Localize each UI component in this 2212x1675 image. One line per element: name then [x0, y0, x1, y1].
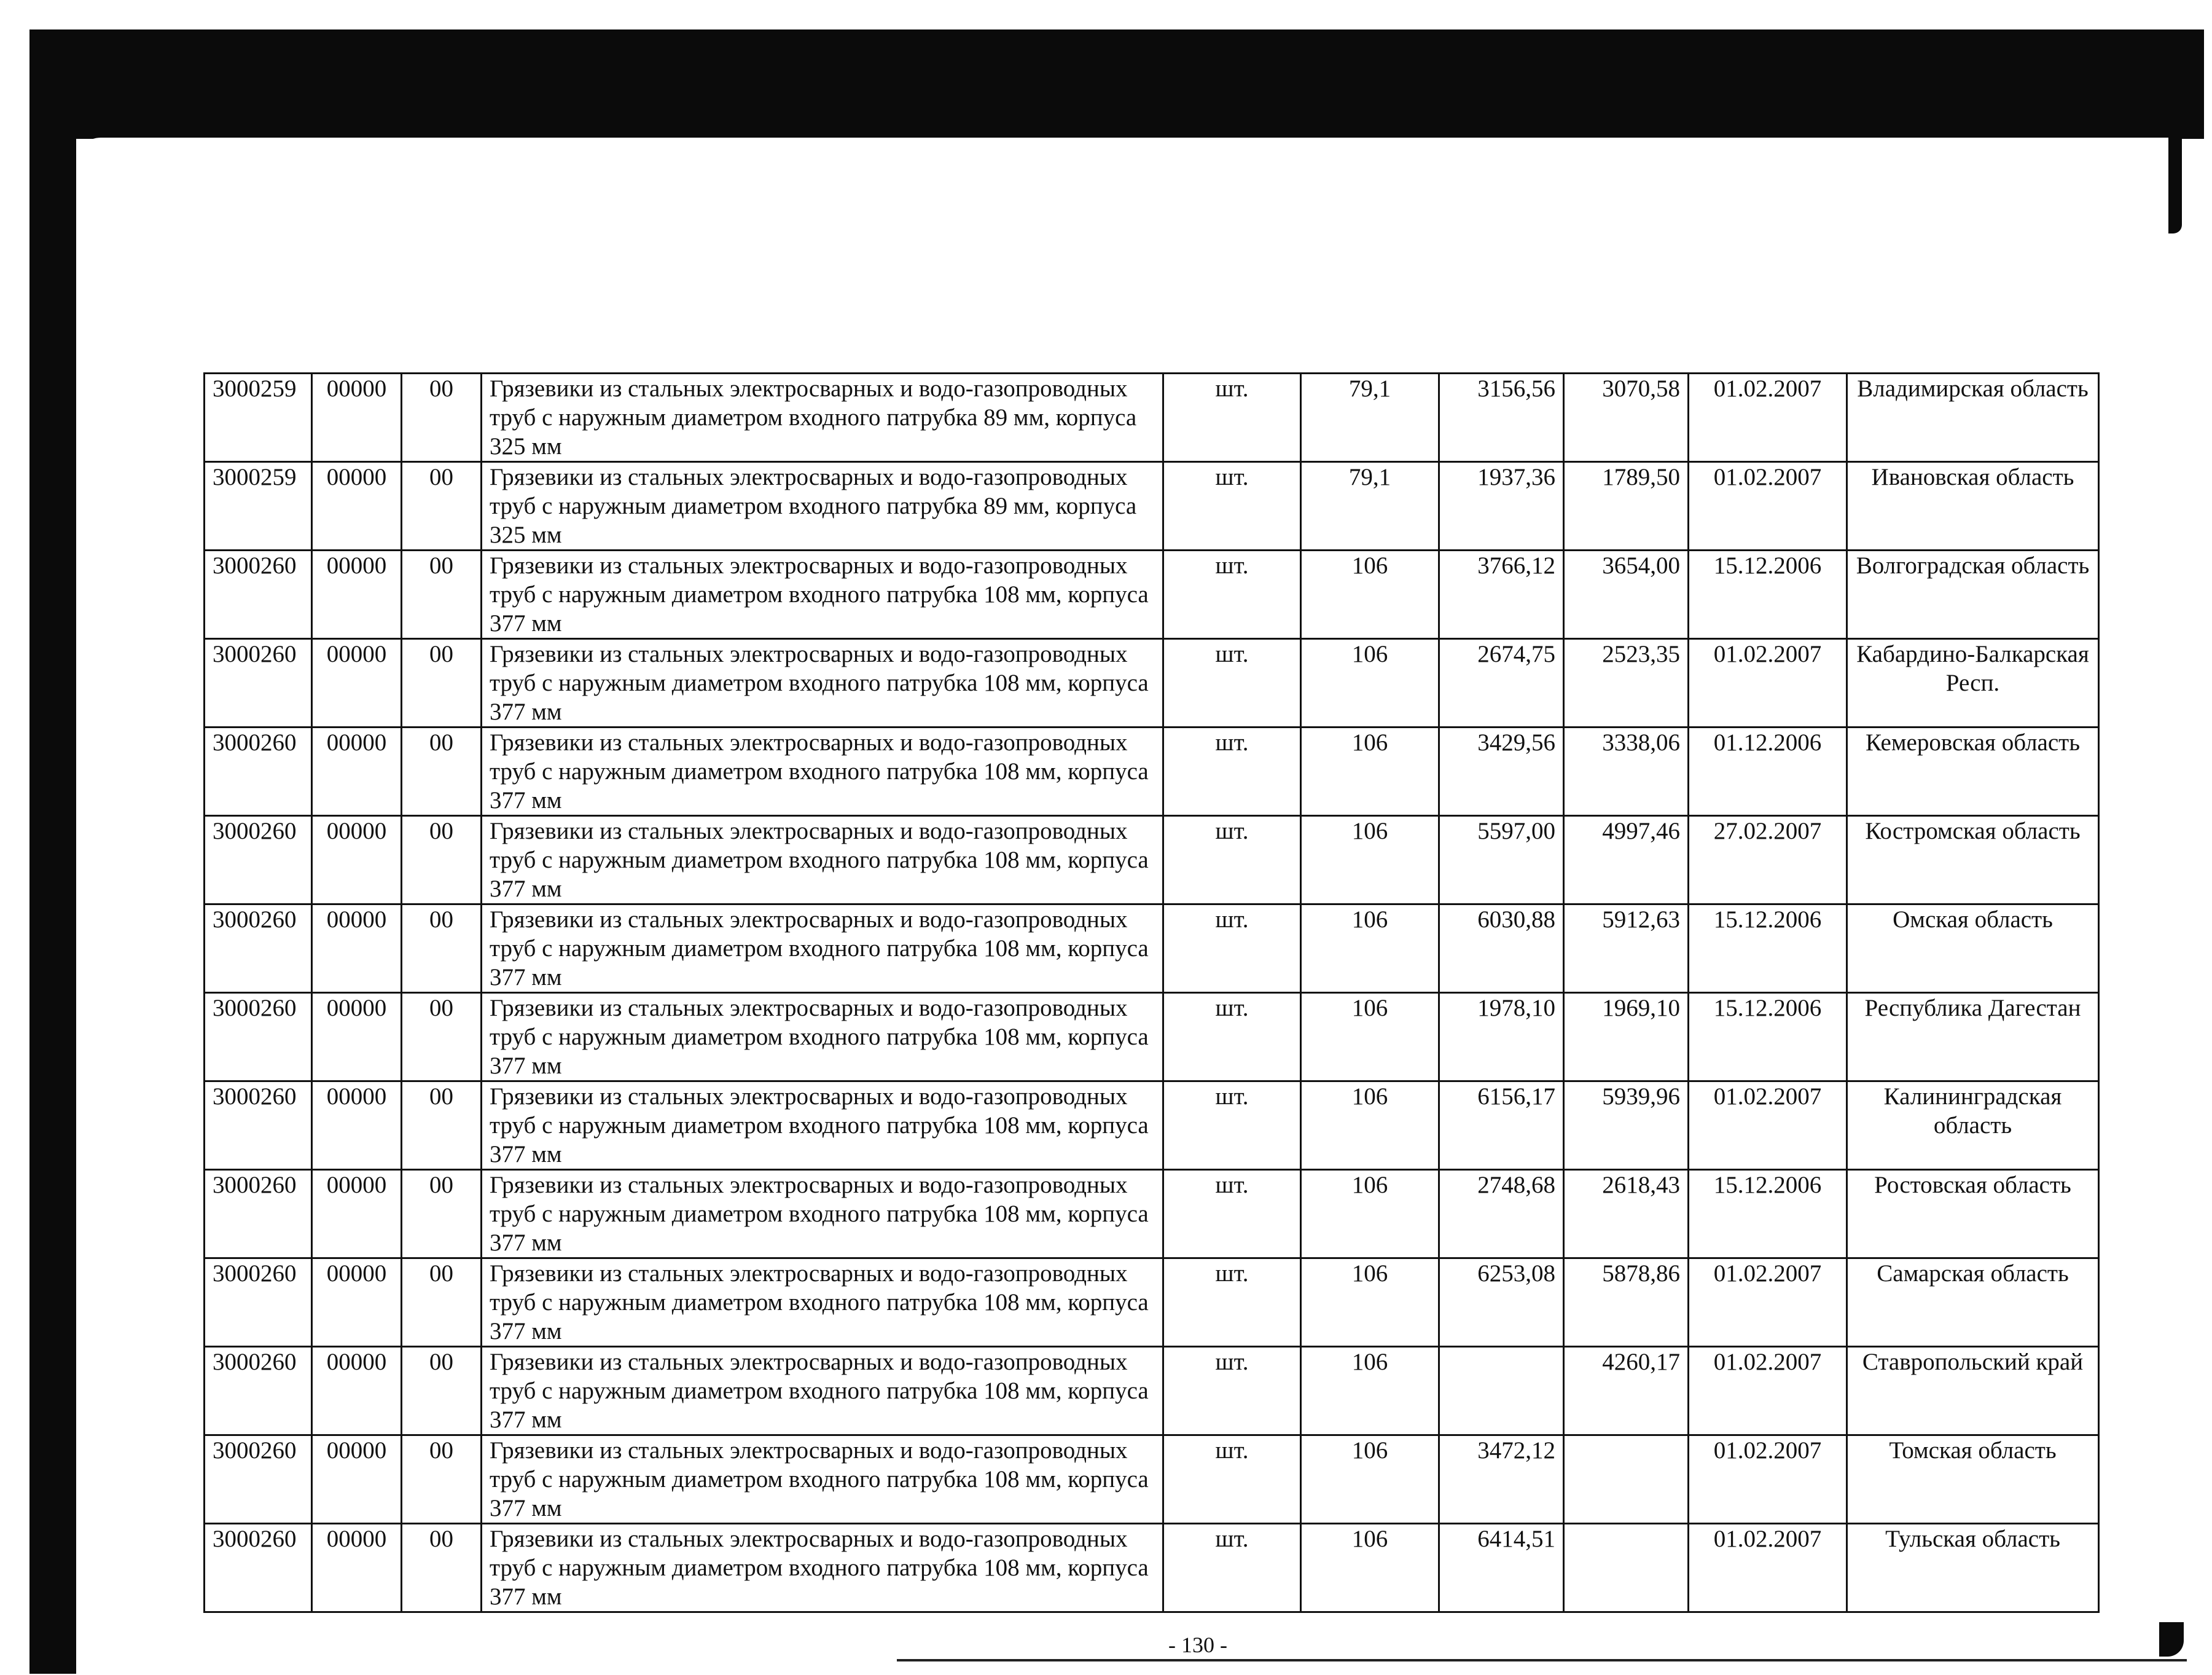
cell-region: Тульская область [1847, 1524, 2099, 1612]
cell-price-1: 3766,12 [1439, 551, 1564, 639]
cell-price-2: 3654,00 [1564, 551, 1689, 639]
cell-code: 3000260 [205, 904, 312, 993]
cell-date: 01.02.2007 [1689, 462, 1847, 551]
cell-subcode: 00000 [312, 1435, 402, 1524]
cell-price-1: 2674,75 [1439, 639, 1564, 728]
cell-subcode: 00000 [312, 1347, 402, 1435]
cell-suffix: 00 [402, 374, 482, 462]
cell-unit: шт. [1163, 374, 1301, 462]
cell-date: 15.12.2006 [1689, 993, 1847, 1081]
cell-price-2: 5939,96 [1564, 1081, 1689, 1170]
cell-date: 01.02.2007 [1689, 1081, 1847, 1170]
cell-price-1: 6030,88 [1439, 904, 1564, 993]
table-row [205, 904, 2099, 993]
cell-price-1: 6414,51 [1439, 1524, 1564, 1612]
cell-description: Грязевики из стальных электросварных и водо-газопроводных труб с наружным диаметром входного патрубка 108 мм, корпуса 377 мм [482, 1347, 1163, 1435]
cell-price-1: 3429,56 [1439, 728, 1564, 816]
cell-unit: шт. [1163, 1081, 1301, 1170]
cell-weight: 106 [1301, 816, 1439, 904]
cell-description: Грязевики из стальных электросварных и водо-газопроводных труб с наружным диаметром входного патрубка 108 мм, корпуса 377 мм [482, 1435, 1163, 1524]
cell-date: 27.02.2007 [1689, 816, 1847, 904]
table-row [205, 1347, 2099, 1435]
cell-price-2: 3070,58 [1564, 374, 1689, 462]
cell-unit: шт. [1163, 816, 1301, 904]
cell-region: Владимирская область [1847, 374, 2099, 462]
cell-region: Республика Дагестан [1847, 993, 2099, 1081]
table-row [205, 993, 2099, 1081]
cell-subcode: 00000 [312, 1170, 402, 1258]
table-row [205, 462, 2099, 551]
cell-price-2: 1969,10 [1564, 993, 1689, 1081]
table-row [205, 1170, 2099, 1258]
cell-price-2: 1789,50 [1564, 462, 1689, 551]
cell-description: Грязевики из стальных электросварных и водо-газопроводных труб с наружным диаметром входного патрубка 89 мм, корпуса 325 мм [482, 462, 1163, 551]
cell-date: 01.02.2007 [1689, 1435, 1847, 1524]
cell-subcode: 00000 [312, 993, 402, 1081]
cell-description: Грязевики из стальных электросварных и водо-газопроводных труб с наружным диаметром входного патрубка 108 мм, корпуса 377 мм [482, 993, 1163, 1081]
cell-region: Костромская область [1847, 816, 2099, 904]
cell-unit: шт. [1163, 639, 1301, 728]
cell-price-2: 3338,06 [1564, 728, 1689, 816]
table-row [205, 551, 2099, 639]
cell-subcode: 00000 [312, 816, 402, 904]
cell-description: Грязевики из стальных электросварных и водо-газопроводных труб с наружным диаметром входного патрубка 108 мм, корпуса 377 мм [482, 1081, 1163, 1170]
cell-price-2: 4260,17 [1564, 1347, 1689, 1435]
cell-subcode: 00000 [312, 1081, 402, 1170]
cell-date: 01.02.2007 [1689, 1258, 1847, 1347]
cell-price-2: 5912,63 [1564, 904, 1689, 993]
cell-unit: шт. [1163, 1170, 1301, 1258]
cell-price-2: 2618,43 [1564, 1170, 1689, 1258]
cell-suffix: 00 [402, 816, 482, 904]
cell-unit: шт. [1163, 1524, 1301, 1612]
cell-price-2: 4997,46 [1564, 816, 1689, 904]
scan-border-left [29, 29, 76, 1674]
cell-suffix: 00 [402, 1081, 482, 1170]
cell-description: Грязевики из стальных электросварных и водо-газопроводных труб с наружным диаметром входного патрубка 108 мм, корпуса 377 мм [482, 728, 1163, 816]
cell-region: Волгоградская область [1847, 551, 2099, 639]
cell-suffix: 00 [402, 639, 482, 728]
cell-description: Грязевики из стальных электросварных и водо-газопроводных труб с наружным диаметром входного патрубка 108 мм, корпуса 377 мм [482, 1524, 1163, 1612]
cell-date: 15.12.2006 [1689, 551, 1847, 639]
cell-date: 01.02.2007 [1689, 1524, 1847, 1612]
cell-price-1: 5597,00 [1439, 816, 1564, 904]
cell-price-1 [1439, 1347, 1564, 1435]
cell-weight: 106 [1301, 904, 1439, 993]
cell-unit: шт. [1163, 993, 1301, 1081]
cell-description: Грязевики из стальных электросварных и водо-газопроводных труб с наружным диаметром входного патрубка 89 мм, корпуса 325 мм [482, 374, 1163, 462]
cell-region: Ивановская область [1847, 462, 2099, 551]
cell-unit: шт. [1163, 1347, 1301, 1435]
cell-price-1: 3156,56 [1439, 374, 1564, 462]
table-row [205, 639, 2099, 728]
price-table [203, 372, 2100, 1613]
cell-unit: шт. [1163, 462, 1301, 551]
cell-suffix: 00 [402, 1170, 482, 1258]
cell-subcode: 00000 [312, 1524, 402, 1612]
cell-date: 01.02.2007 [1689, 374, 1847, 462]
cell-price-1: 3472,12 [1439, 1435, 1564, 1524]
cell-subcode: 00000 [312, 728, 402, 816]
table-row [205, 374, 2099, 462]
cell-subcode: 00000 [312, 639, 402, 728]
cell-region: Калининградская область [1847, 1081, 2099, 1170]
cell-unit: шт. [1163, 1435, 1301, 1524]
cell-suffix: 00 [402, 904, 482, 993]
scan-edge-right [2168, 92, 2182, 233]
cell-weight: 106 [1301, 639, 1439, 728]
cell-unit: шт. [1163, 1258, 1301, 1347]
cell-date: 15.12.2006 [1689, 1170, 1847, 1258]
table-body [205, 374, 2099, 1612]
cell-suffix: 00 [402, 1347, 482, 1435]
cell-code: 3000260 [205, 993, 312, 1081]
table-row [205, 1258, 2099, 1347]
cell-weight: 106 [1301, 993, 1439, 1081]
cell-weight: 106 [1301, 1081, 1439, 1170]
table-row [205, 728, 2099, 816]
cell-suffix: 00 [402, 1258, 482, 1347]
cell-code: 3000260 [205, 1347, 312, 1435]
scan-corner-bottom-right [2159, 1622, 2184, 1657]
cell-region: Ростовская область [1847, 1170, 2099, 1258]
cell-code: 3000260 [205, 1081, 312, 1170]
cell-code: 3000260 [205, 639, 312, 728]
cell-price-2 [1564, 1435, 1689, 1524]
cell-price-2 [1564, 1524, 1689, 1612]
cell-code: 3000260 [205, 1524, 312, 1612]
cell-suffix: 00 [402, 1435, 482, 1524]
cell-weight: 106 [1301, 1435, 1439, 1524]
cell-subcode: 00000 [312, 1258, 402, 1347]
cell-subcode: 00000 [312, 904, 402, 993]
cell-suffix: 00 [402, 1524, 482, 1612]
cell-description: Грязевики из стальных электросварных и водо-газопроводных труб с наружным диаметром входного патрубка 108 мм, корпуса 377 мм [482, 1258, 1163, 1347]
cell-date: 01.12.2006 [1689, 728, 1847, 816]
cell-description: Грязевики из стальных электросварных и водо-газопроводных труб с наружным диаметром входного патрубка 108 мм, корпуса 377 мм [482, 551, 1163, 639]
cell-weight: 106 [1301, 551, 1439, 639]
cell-code: 3000260 [205, 1170, 312, 1258]
cell-region: Томская область [1847, 1435, 2099, 1524]
cell-subcode: 00000 [312, 551, 402, 639]
cell-weight: 79,1 [1301, 374, 1439, 462]
cell-weight: 106 [1301, 728, 1439, 816]
cell-weight: 106 [1301, 1347, 1439, 1435]
table-row [205, 1081, 2099, 1170]
cell-price-1: 1937,36 [1439, 462, 1564, 551]
cell-date: 01.02.2007 [1689, 639, 1847, 728]
cell-code: 3000260 [205, 816, 312, 904]
cell-region: Кемеровская область [1847, 728, 2099, 816]
cell-code: 3000260 [205, 728, 312, 816]
cell-region: Кабардино-Балкарская Респ. [1847, 639, 2099, 728]
cell-unit: шт. [1163, 904, 1301, 993]
cell-weight: 79,1 [1301, 462, 1439, 551]
cell-date: 15.12.2006 [1689, 904, 1847, 993]
cell-code: 3000260 [205, 551, 312, 639]
cell-price-2: 2523,35 [1564, 639, 1689, 728]
cell-suffix: 00 [402, 728, 482, 816]
cell-price-1: 2748,68 [1439, 1170, 1564, 1258]
cell-description: Грязевики из стальных электросварных и водо-газопроводных труб с наружным диаметром входного патрубка 108 мм, корпуса 377 мм [482, 639, 1163, 728]
cell-unit: шт. [1163, 551, 1301, 639]
cell-region: Самарская область [1847, 1258, 2099, 1347]
scan-border-top [29, 29, 2204, 139]
cell-description: Грязевики из стальных электросварных и водо-газопроводных труб с наружным диаметром входного патрубка 108 мм, корпуса 377 мм [482, 1170, 1163, 1258]
cell-price-1: 1978,10 [1439, 993, 1564, 1081]
cell-region: Ставропольский край [1847, 1347, 2099, 1435]
cell-date: 01.02.2007 [1689, 1347, 1847, 1435]
cell-code: 3000259 [205, 374, 312, 462]
cell-code: 3000260 [205, 1258, 312, 1347]
table-row [205, 1435, 2099, 1524]
cell-price-2: 5878,86 [1564, 1258, 1689, 1347]
cell-suffix: 00 [402, 462, 482, 551]
cell-suffix: 00 [402, 551, 482, 639]
cell-price-1: 6156,17 [1439, 1081, 1564, 1170]
cell-description: Грязевики из стальных электросварных и водо-газопроводных труб с наружным диаметром входного патрубка 108 мм, корпуса 377 мм [482, 904, 1163, 993]
cell-code: 3000260 [205, 1435, 312, 1524]
cell-price-1: 6253,08 [1439, 1258, 1564, 1347]
cell-weight: 106 [1301, 1170, 1439, 1258]
page-number: - 130 - [1168, 1633, 1227, 1657]
cell-subcode: 00000 [312, 374, 402, 462]
cell-weight: 106 [1301, 1258, 1439, 1347]
cell-region: Омская область [1847, 904, 2099, 993]
table-row [205, 816, 2099, 904]
cell-suffix: 00 [402, 993, 482, 1081]
cell-subcode: 00000 [312, 462, 402, 551]
footer-rule [897, 1659, 2187, 1661]
cell-description: Грязевики из стальных электросварных и водо-газопроводных труб с наружным диаметром входного патрубка 108 мм, корпуса 377 мм [482, 816, 1163, 904]
cell-code: 3000259 [205, 462, 312, 551]
table-row [205, 1524, 2099, 1612]
cell-weight: 106 [1301, 1524, 1439, 1612]
cell-unit: шт. [1163, 728, 1301, 816]
